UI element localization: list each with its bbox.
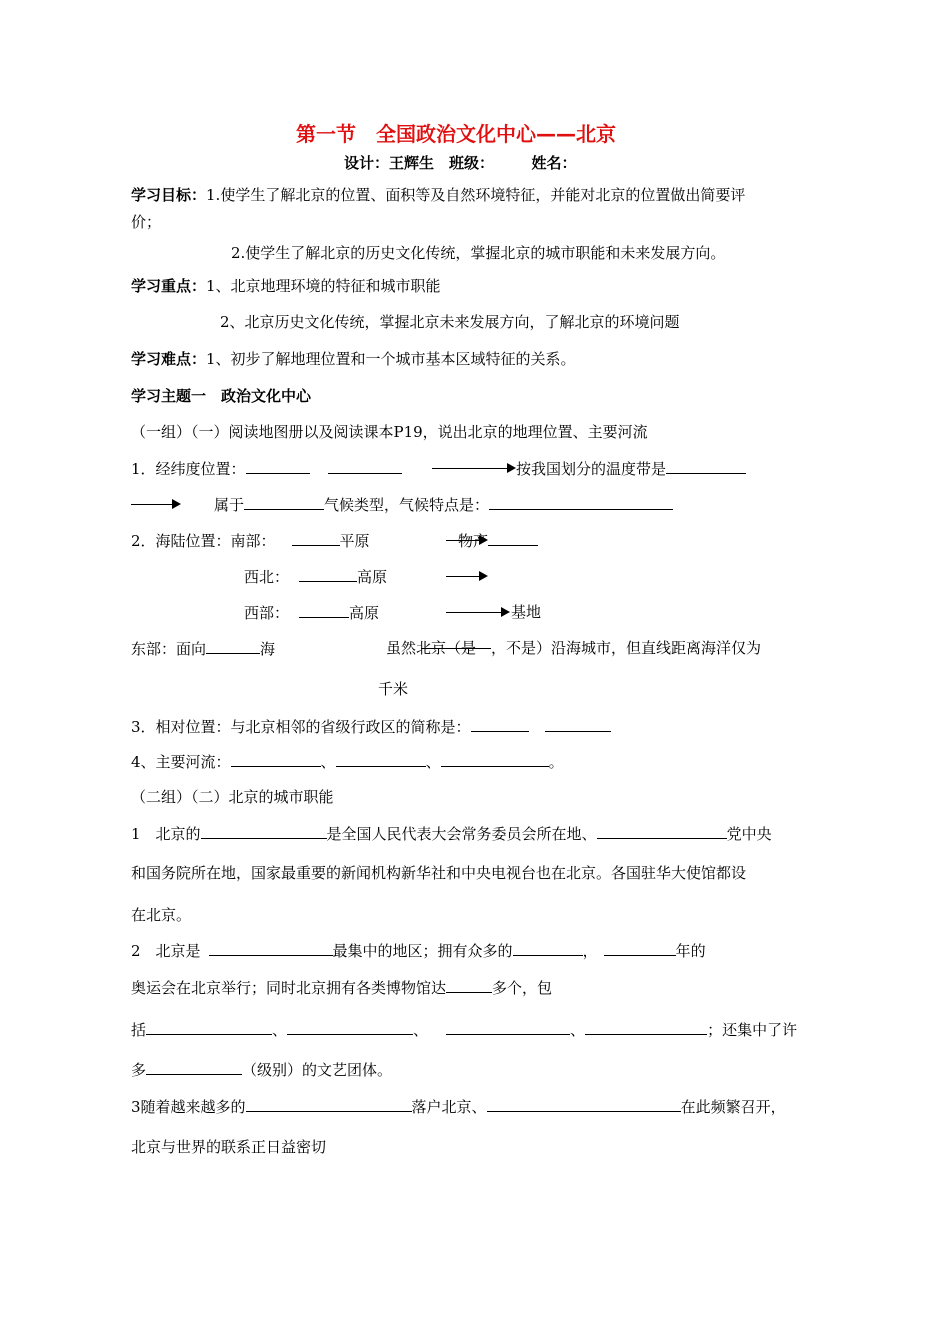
- blank-p2-museums[interactable]: [446, 978, 492, 993]
- q1-climate-feature: 气候类型，气候特点是：: [324, 496, 490, 514]
- arrow-icon: [446, 612, 508, 613]
- blank-p2-1[interactable]: [209, 941, 333, 956]
- q2-base: 基地: [511, 603, 542, 621]
- q2-south-line: [131, 531, 370, 550]
- p2-b: 最集中的地区；拥有众多的: [332, 942, 513, 960]
- q2-west-line: [244, 603, 379, 622]
- q4-sep: 、: [425, 753, 441, 771]
- q2-sea: 海: [260, 640, 276, 658]
- p1-line1: [131, 824, 772, 843]
- goals-item2: 2.使学生了解北京的历史文化传统，掌握北京的城市职能和未来发展方向。: [231, 244, 726, 262]
- p2-line4a: 多: [131, 1061, 147, 1079]
- q2-plateau2: 高原: [349, 604, 380, 622]
- p3-c: 在此频繁召开，: [680, 1098, 786, 1116]
- p2-line2a: 奥运会在北京举行；同时北京拥有各类博物馆达: [131, 979, 447, 997]
- blank-river2[interactable]: [336, 752, 426, 767]
- q2-plain: 平原: [339, 532, 370, 550]
- blank-p2-museum4[interactable]: [585, 1020, 707, 1035]
- blank-p1-2[interactable]: [597, 824, 727, 839]
- p2-sep: 、: [272, 1021, 288, 1039]
- q1-line: [131, 459, 402, 478]
- difficulty-item1: 1、初步了解地理位置和一个城市基本区域特征的关系。: [206, 350, 576, 368]
- blank-province2[interactable]: [545, 717, 611, 732]
- focus-line1: [131, 277, 441, 295]
- blank-p1-1[interactable]: [201, 824, 327, 839]
- q4-line: [131, 752, 564, 771]
- arrow-icon: [432, 468, 514, 469]
- p2-sep: 、: [570, 1021, 586, 1039]
- q1-climate-label: 属于: [214, 496, 245, 514]
- p3-b: 落户北京、: [411, 1098, 487, 1116]
- p1-line2: 和国务院所在地，国家最重要的新闻机构新华社和中央电视台也在北京。各国驻华大使馆都设: [131, 864, 747, 882]
- blank-p2-3[interactable]: [604, 941, 676, 956]
- p2-a: 2 北京是: [131, 942, 201, 960]
- difficulty-line: [131, 350, 576, 368]
- blank-p3-2[interactable]: [487, 1097, 681, 1112]
- p2-d: 年的: [675, 942, 706, 960]
- blank-river3[interactable]: [441, 752, 549, 767]
- blank-p2-museum1[interactable]: [146, 1020, 272, 1035]
- q3-line: [131, 717, 611, 736]
- q2-km: 千米: [378, 680, 409, 698]
- blank-w-plateau[interactable]: [299, 603, 349, 618]
- goals-item1-cont: 价；: [131, 213, 162, 231]
- blank-latitude[interactable]: [328, 459, 402, 474]
- blank-p2-museum3[interactable]: [446, 1020, 570, 1035]
- p1-c: 党中央: [726, 825, 772, 843]
- q2-label: 2．海陆位置：南部：: [131, 532, 276, 550]
- blank-product[interactable]: [488, 531, 538, 546]
- blank-p2-2[interactable]: [513, 941, 583, 956]
- blank-climate-type[interactable]: [244, 495, 324, 510]
- blank-temp-zone[interactable]: [666, 459, 746, 474]
- focus-item2: 2、北京历史文化传统，掌握北京未来发展方向，了解北京的环境问题: [220, 313, 680, 331]
- q2-plateau1: 高原: [357, 568, 388, 586]
- blank-p3-1[interactable]: [246, 1097, 412, 1112]
- q2-w-label: 西部：: [244, 604, 290, 622]
- q3-label: 3．相对位置：与北京相邻的省级行政区的简称是：: [131, 718, 471, 736]
- p2-line3e: ；还集中了许: [707, 1021, 798, 1039]
- p1-b: 是全国人民代表大会常务委员会所在地、: [326, 825, 597, 843]
- q2-coast-text: 虽然北京（是 ，不是）沿海城市，但直线距离海洋仅为: [386, 639, 762, 657]
- p1-a: 1 北京的: [131, 825, 201, 843]
- q1-temp-label: 按我国划分的温度带是: [516, 460, 667, 478]
- goals-line1: [131, 186, 745, 204]
- blank-river1[interactable]: [231, 752, 321, 767]
- strike-line: [421, 648, 491, 649]
- arrow-icon: [446, 540, 486, 541]
- blank-p2-museum2[interactable]: [287, 1020, 413, 1035]
- p3-line2: 北京与世界的联系正日益密切: [131, 1138, 327, 1156]
- q4-sep: 、: [320, 753, 336, 771]
- difficulty-label: 学习难点：: [131, 350, 207, 368]
- goals-label: 学习目标：: [131, 186, 207, 204]
- p2-sep: 、: [413, 1021, 429, 1039]
- q4-end: 。: [548, 753, 564, 771]
- q1-climate-line: [214, 495, 673, 514]
- blank-p2-level[interactable]: [146, 1060, 242, 1075]
- q2-northwest-line: [244, 567, 387, 586]
- p2-line3a: 括: [131, 1021, 147, 1039]
- arrow-icon: [446, 576, 486, 577]
- blank-south-plain[interactable]: [292, 531, 340, 546]
- p2-line2b: 多个，包: [492, 979, 553, 997]
- topic1-heading: 学习主题一 政治文化中心: [131, 387, 312, 405]
- p2-line1: [131, 941, 706, 960]
- p2-line2: [131, 978, 552, 997]
- blank-longitude[interactable]: [246, 459, 310, 474]
- blank-nw-plateau[interactable]: [299, 567, 357, 582]
- q4-label: 4、主要河流：: [131, 753, 231, 771]
- focus-label: 学习重点：: [131, 277, 207, 295]
- q1-temp-zone: [516, 459, 746, 478]
- blank-province1[interactable]: [471, 717, 529, 732]
- group1-intro: （一组）（一）阅读地图册以及阅读课本P19，说出北京的地理位置、主要河流: [131, 423, 648, 441]
- q2-product-label: 物产: [458, 532, 489, 550]
- p2-line4b: （级别）的文艺团体。: [242, 1061, 393, 1079]
- page-title: 第一节 全国政治文化中心——北京: [296, 122, 616, 146]
- arrow-icon: [131, 504, 179, 505]
- q2-east-label: 东部：面向: [131, 640, 207, 658]
- blank-climate-feature[interactable]: [489, 495, 673, 510]
- goals-item1: 1.使学生了解北京的位置、面积等及自然环境特征，并能对北京的位置做出简要评: [206, 186, 746, 204]
- p2-c: ，: [582, 942, 598, 960]
- blank-sea[interactable]: [206, 639, 260, 654]
- p3-a: 3随着越来越多的: [131, 1098, 246, 1116]
- p3-line1: [131, 1097, 786, 1116]
- q2-nw-label: 西北：: [244, 568, 290, 586]
- p2-line3: [131, 1020, 797, 1039]
- p2-line4: [131, 1060, 392, 1079]
- p1-line3: 在北京。: [131, 906, 192, 924]
- focus-item1: 1、北京地理环境的特征和城市职能: [206, 277, 441, 295]
- group2-intro: （二组）（二）北京的城市职能: [131, 788, 334, 806]
- q2-east-line: [131, 639, 275, 658]
- q1-label: 1．经纬度位置：: [131, 460, 246, 478]
- page-subtitle: 设计：王辉生 班级： 姓名：: [344, 154, 577, 172]
